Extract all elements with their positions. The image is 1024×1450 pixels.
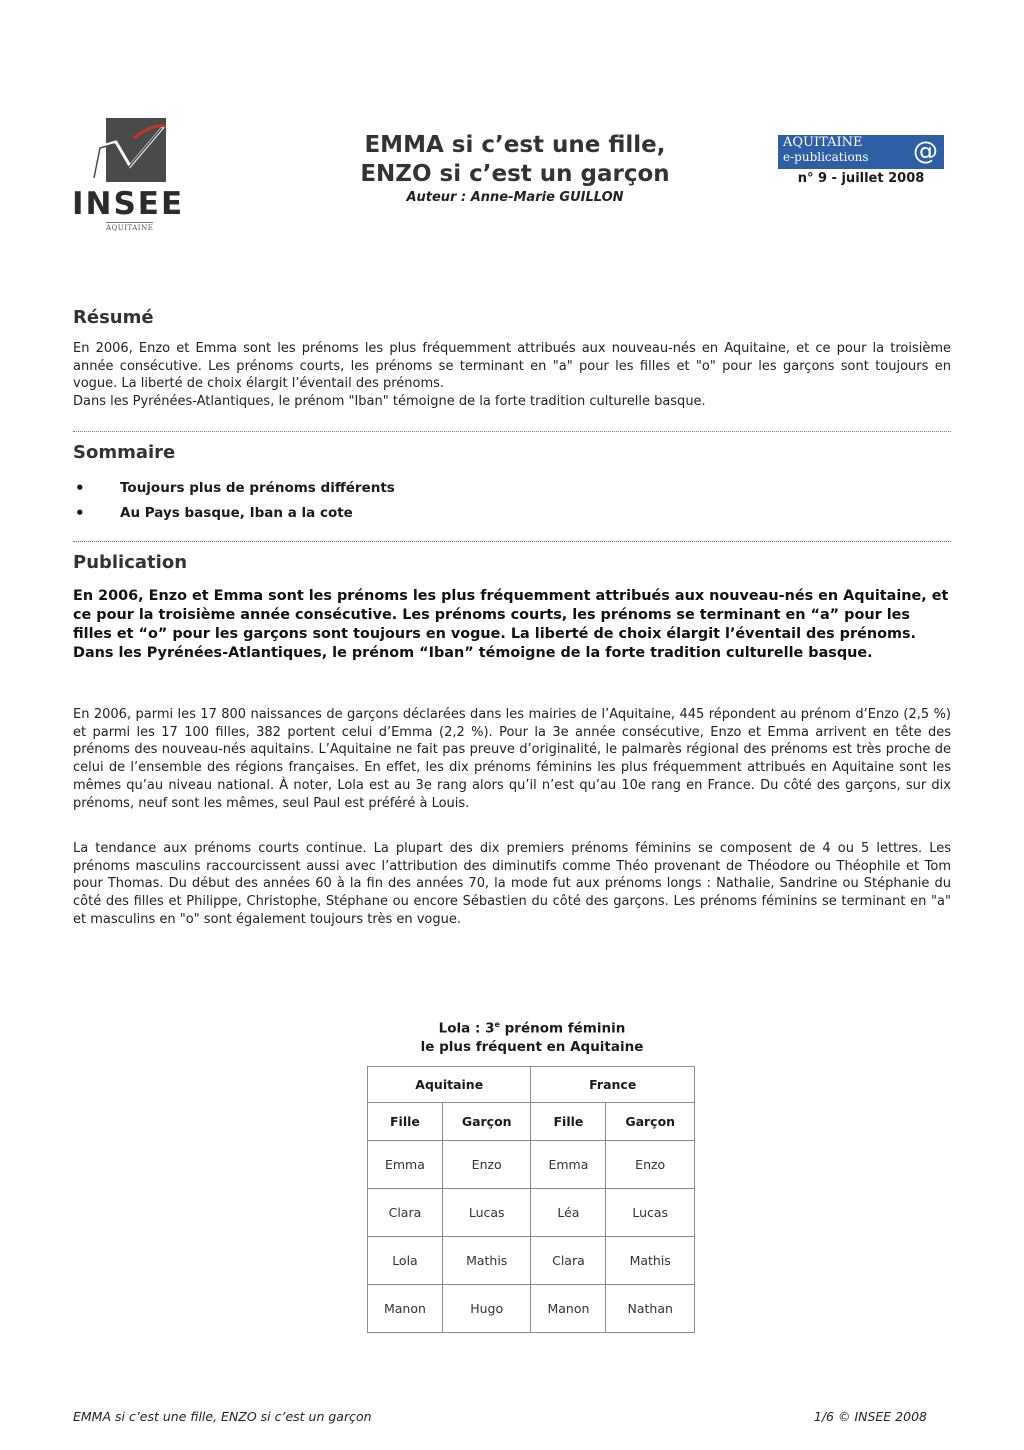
table-cell: Manon — [531, 1285, 606, 1333]
table-cell: Enzo — [606, 1141, 695, 1189]
insee-logo-mark — [72, 116, 172, 186]
group-header-aquitaine: Aquitaine — [368, 1067, 531, 1103]
badge-region: AQUITAINE — [783, 135, 863, 150]
body-paragraph-2: La tendance aux prénoms courts continue. La plupart des dix premiers prénoms féminins se composent de 4 ou 5 lettres. Les prénoms masculins raccourcissent aussi avec l’attribution des diminutifs comme Théo provenant de Théodore ou Théophile et Tom pour Thomas. Du début des années 60 à la fin des années 70, la mode fut aux prénoms longs : Nathalie, Sandrine ou Stéphanie du côté des filles et Philippe, Christophe, Stéphane ou encore Sébastien du côté des garçons. Les prénoms féminins se terminant en "a" et masculins en "o" sont également toujours très en vogue. — [73, 841, 951, 927]
table-cell: Hugo — [442, 1285, 531, 1333]
lead-paragraph-2: Dans les Pyrénées-Atlantiques, le prénom “Iban” témoigne de la forte tradition culturelle basque. — [73, 645, 873, 661]
table-row — [368, 1189, 695, 1237]
table-cell: Mathis — [442, 1237, 531, 1285]
column-header: Fille — [531, 1103, 606, 1141]
table-title-line-2: le plus fréquent en Aquitaine — [420, 1039, 644, 1055]
body-paragraph-1: En 2006, parmi les 17 800 naissances de garçons déclarées dans les mairies de l’Aquitaine, 445 répondent au prénom d’Enzo (2,5 %) et parmi les 17 100 filles, 382 portent celui d’Emma (2,2 %). Pour la 3e année consécutive, Enzo et Emma arrivent en tête des prénoms des nouveau-nés aquitains. L’Aquitaine ne fait pas preuve d’originalité, le palmarès régional des prénoms est très proche de celui de l’ensemble des régions françaises. En effet, les dix prénoms féminins les plus fréquemment attribués en Aquitaine sont les mêmes qu’au niveau national. À noter, Lola est au 3e rang alors qu’il n’est qu’au 10e rang en France. Du côté des garçons, sur dix prénoms, neuf sont les mêmes, seul Paul est préféré à Louis. — [73, 707, 951, 811]
at-icon: @ — [913, 136, 938, 165]
logo-subtitle: AQUITAINE — [106, 224, 154, 232]
title-line-2: ENZO si c’est un garçon — [360, 161, 670, 187]
table-row — [368, 1141, 695, 1189]
column-header: Fille — [368, 1103, 443, 1141]
section-divider — [73, 541, 951, 542]
table-title — [382, 1016, 682, 1057]
table-group-row — [368, 1067, 695, 1103]
resume-paragraph-1: En 2006, Enzo et Emma sont les prénoms les plus fréquemment attribués aux nouveau-nés en Aquitaine, et ce pour la troisième année consécutive. Les prénoms courts, les prénoms se terminant en "a" pour les filles et "o" pour les garçons sont toujours en vogue. La liberté de choix élargit l’éventail des prénoms. — [73, 341, 951, 392]
issue-number: n° 9 - juillet 2008 — [797, 171, 925, 186]
table-cell: Clara — [531, 1237, 606, 1285]
table-header-row — [368, 1103, 695, 1141]
column-header: Garçon — [606, 1103, 695, 1141]
publication-heading: Publication — [73, 552, 188, 573]
table-row — [368, 1237, 695, 1285]
table-cell: Lola — [368, 1237, 443, 1285]
table-cell: Manon — [368, 1285, 443, 1333]
table-cell: Lucas — [606, 1189, 695, 1237]
section-divider — [73, 431, 951, 432]
resume-text — [73, 340, 951, 411]
resume-heading: Résumé — [73, 307, 154, 328]
footer-title: EMMA si c’est une fille, ENZO si c’est un garçon — [73, 1409, 372, 1424]
table-title-part-a: Lola : 3 — [438, 1020, 495, 1037]
sommaire-link-2[interactable]: • Au Pays basque, Iban a la cote — [73, 501, 673, 526]
badge-series: e-publications — [783, 150, 869, 164]
table-cell: Léa — [531, 1189, 606, 1237]
title-line-1: EMMA si c’est une fille, — [364, 132, 666, 158]
author: Auteur : Anne-Marie GUILLON — [406, 190, 624, 205]
sommaire-link-1[interactable]: • Toujours plus de prénoms différents — [73, 476, 673, 501]
logo-text: INSEE — [72, 186, 185, 222]
first-names-table — [367, 1066, 695, 1333]
table-title-line-1 — [382, 1016, 682, 1038]
resume-paragraph-2: Dans les Pyrénées-Atlantiques, le prénom "Iban" témoigne de la forte tradition culturelle basque. — [73, 394, 706, 410]
group-header-france: France — [531, 1067, 695, 1103]
publication-badge — [778, 135, 944, 169]
table-cell: Emma — [368, 1141, 443, 1189]
lead-paragraph-1: En 2006, Enzo et Emma sont les prénoms les plus fréquemment attribués aux nouveau-nés en Aquitaine, et ce pour la troisième année consécutive. Les prénoms courts, les prénoms se terminant en “a” pour les filles et “o” pour les garçons sont toujours en vogue. La liberté de choix élargit l’éventail des prénoms. — [73, 588, 949, 642]
table-cell: Nathan — [606, 1285, 695, 1333]
footer-page-info: 1/6 © INSEE 2008 — [813, 1409, 927, 1424]
table-cell: Emma — [531, 1141, 606, 1189]
document-title — [300, 131, 730, 189]
table-cell: Enzo — [442, 1141, 531, 1189]
column-header: Garçon — [442, 1103, 531, 1141]
publication-lead — [73, 587, 953, 663]
table-cell: Lucas — [442, 1189, 531, 1237]
table-row — [368, 1285, 695, 1333]
insee-logo — [72, 116, 185, 236]
table-title-sup: e — [494, 1020, 500, 1029]
table-title-part-b: prénom féminin — [499, 1020, 626, 1037]
sommaire-list — [73, 476, 673, 526]
table-cell: Clara — [368, 1189, 443, 1237]
sommaire-heading: Sommaire — [73, 442, 176, 463]
table-cell: Mathis — [606, 1237, 695, 1285]
